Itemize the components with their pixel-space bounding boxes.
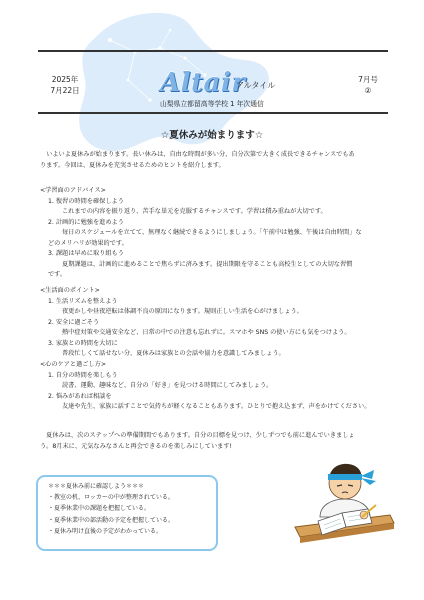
list-item-body: 普段忙しくて話せない分、夏休みは家族との会話や協力を意識してみましょう。 bbox=[62, 350, 285, 357]
section-heading: <学習面のアドバイス> bbox=[40, 187, 106, 194]
checklist-content bbox=[48, 481, 174, 537]
list-item-title: 3. 課題は早めに取り組もう bbox=[48, 250, 124, 257]
list-item-title: 2. 計画的に勉強を進めよう bbox=[48, 218, 124, 226]
page-title: ☆夏休みが始まります☆ bbox=[160, 130, 264, 141]
closing-line: う。8月末に、元気なみなさんと再会できるのを楽しみにしています! bbox=[40, 442, 233, 450]
issue-day: 7月22日 bbox=[50, 86, 80, 95]
list-item-title: 1. 復習の時間を確保しよう bbox=[48, 197, 124, 205]
checklist-item: ・夏季休業中の課題を把握している。 bbox=[48, 505, 151, 513]
study-section bbox=[40, 186, 390, 281]
issue-year: 2025年 bbox=[51, 75, 79, 84]
issuer-line: 山梨県立都留高等学校 1 年次通信 bbox=[160, 100, 264, 108]
mind-section bbox=[40, 360, 390, 413]
checklist-title: ＊＊＊夏休み前に確認しよう＊＊＊ bbox=[48, 483, 145, 490]
checklist-item: ・教室の机、ロッカーの中が整理されている。 bbox=[48, 494, 174, 502]
section-heading: <心のケアと過ごし方> bbox=[40, 361, 107, 368]
intro-paragraph bbox=[40, 150, 390, 171]
closing-paragraph bbox=[40, 431, 390, 452]
list-item-title: 1. 生活リズムを整えよう bbox=[48, 297, 118, 305]
list-item-title: 2. 安全に過ごそう bbox=[48, 318, 100, 326]
list-item-body: 友達や先生、家族に話すことで気持ちが軽くなることもあります。ひとりで抱え込まず、声をかけてください。 bbox=[62, 403, 371, 410]
list-item-body: 読書、運動、趣味など、自分の「好き」を見つける時間にしてみましょう。 bbox=[62, 382, 273, 389]
logo-kana: アルタイル bbox=[236, 81, 276, 90]
studying-student-illustration bbox=[290, 455, 395, 555]
intro-line: いよいよ夏休みが始まります。長い休みは、自由な時間が多い分、自分次第で大きく成長できるチャンスでもあ bbox=[40, 151, 355, 158]
list-item-title: 1. 自分の時間を楽しもう bbox=[48, 371, 118, 379]
list-item-body: 夏期課題は、計画的に進めることで焦らずに済みます。提出期限を守ることも高校生としての大切な習慣 bbox=[62, 260, 353, 268]
list-item-body: 熱中症対策や交通安全など、日常の中での注意も忘れずに。スマホや SNS の使い方にも気をつけよう。 bbox=[62, 329, 351, 336]
newsletter-logo: Altair bbox=[160, 68, 246, 98]
issue-month: 7月号 bbox=[358, 75, 378, 84]
list-item-body: これまでの内容を振り返り、苦手な単元を克服するチャンスです。学習は積み重ねが大切です。 bbox=[62, 208, 327, 215]
header-top-rule bbox=[38, 50, 388, 52]
checklist-item: ・夏季休業中の部活動の予定を把握している。 bbox=[48, 516, 175, 524]
list-item-body: どのメリハリが効果的です。 bbox=[48, 239, 128, 247]
issue-date bbox=[40, 74, 90, 96]
list-item-body: 夜更かしや昼夜逆転は体調不良の原因になります。規則正しい生活を心がけましょう。 bbox=[62, 308, 303, 315]
list-item-title: 2. 悩みがあれば相談を bbox=[48, 392, 112, 400]
issue-number-box bbox=[348, 74, 388, 96]
intro-line: ります。今回は、夏休みを充実させるためのヒントを紹介します。 bbox=[40, 161, 225, 169]
life-section bbox=[40, 286, 390, 360]
list-item-body: 毎日のスケジュールを立てて、無理なく継続できるようにしましょう。「午前中は勉強、午後は自由時間」な bbox=[62, 229, 362, 236]
closing-line: 夏休みは、次のステップへの準備期間でもあります。自分の目標を見つけ、少しずつでも前に進んでいきましょ bbox=[40, 432, 355, 439]
list-item-body: です。 bbox=[48, 271, 67, 278]
issue-number: ② bbox=[364, 86, 372, 95]
header-bottom-rule bbox=[38, 112, 388, 114]
list-item-title: 3. 家族との時間を大切に bbox=[48, 339, 118, 347]
section-heading: <生活面のポイント> bbox=[40, 287, 100, 294]
checklist-item: ・夏休み明け直後の予定がわかっている。 bbox=[48, 527, 163, 535]
